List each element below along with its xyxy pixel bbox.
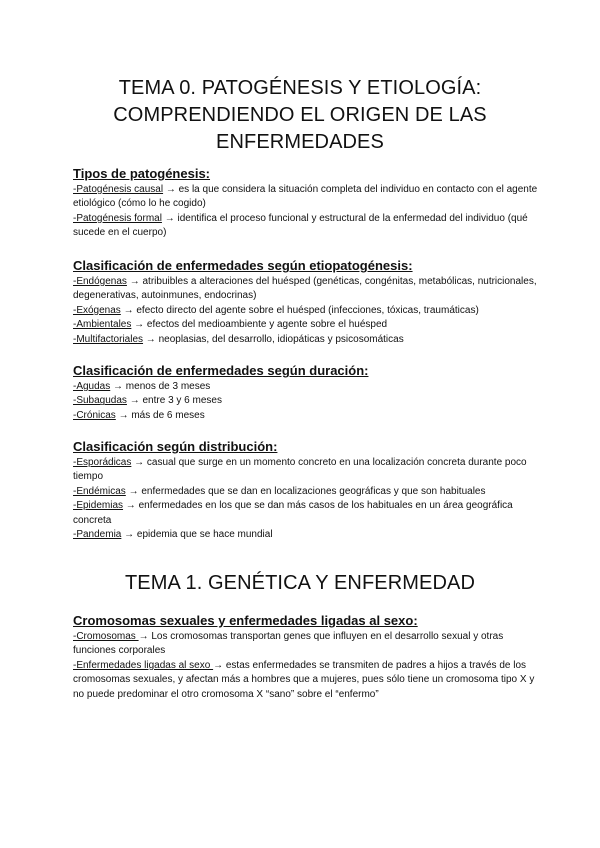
definition: → neoplasias, del desarrollo, idiopáticas y psicosomáticas	[143, 333, 404, 345]
list-item	[73, 528, 543, 542]
tema1-title: TEMA 1. GENÉTICA Y ENFERMEDAD	[124, 572, 476, 594]
definition: → casual que surge en un momento concreto en una localización concreta durante poco tiempo	[73, 457, 527, 483]
term: -Ambientales	[73, 319, 132, 331]
term: -Endémicas	[73, 485, 126, 497]
definition: → epidemia que se hace mundial	[121, 529, 273, 541]
term: -Subagudas	[73, 395, 127, 407]
term: -Cromosomas	[73, 631, 139, 642]
definition: → entre 3 y 6 meses	[126, 395, 222, 407]
definition: → efecto directo del agente sobre el huésped (infecciones, tóxicas, traumáticas)	[120, 304, 479, 316]
definition: → atribuibles a alteraciones del huésped (genéticas, congénitas, metabólicas, nutricionales, degenerativas, autoinmunes, endocrinas)	[73, 276, 537, 302]
tema0-title	[40, 75, 560, 156]
list-item	[73, 394, 543, 408]
definition: → estas enfermedades se transmiten de padres a hijos a través de los cromosomas sexuales, y afectan más a hombres que a mujeres, pues sólo tiene un cromosoma tipo X y no puede predominar el otro cromosoma X “sano” sobre el “enfermo”	[73, 659, 535, 700]
term: -Endógenas	[73, 276, 127, 287]
term: -Enfermedades ligadas al sexo	[73, 659, 214, 671]
section-distribucion	[73, 439, 543, 542]
list-item	[73, 630, 543, 659]
section-heading: Cromosomas sexuales y enfermedades ligadas al sexo:	[73, 613, 418, 628]
definition: → Los cromosomas transportan genes que influyen en el desarrollo sexual y otras funciones corporales	[73, 631, 504, 657]
definition: → identifica el proceso funcional y estructural de la enfermedad del individuo (qué sucede en el cuerpo)	[73, 212, 528, 239]
section-heading: Clasificación de enfermedades según duración:	[73, 363, 369, 378]
section-heading: Tipos de patogénesis:	[73, 166, 211, 181]
tema0-title-line1: TEMA 0. PATOGÉNESIS Y ETIOLOGÍA:	[118, 77, 482, 99]
definition: → es la que considera la situación completa del individuo en contacto con el agente etiológico (cómo lo he cogido)	[73, 184, 538, 210]
list-item	[73, 485, 543, 499]
tema0-title-line2: COMPRENDIENDO EL ORIGEN DE LAS	[113, 104, 487, 126]
definition: → menos de 3 meses	[110, 381, 211, 392]
term: -Multifactoriales	[73, 333, 144, 345]
list-item	[73, 212, 543, 241]
term: -Exógenas	[73, 304, 121, 316]
term: -Crónicas	[73, 409, 116, 421]
section-duracion	[73, 363, 543, 423]
section-heading: Clasificación según distribución:	[73, 439, 278, 454]
section-etiopatogenesis	[73, 258, 543, 347]
list-item	[73, 456, 543, 485]
section-heading: Clasificación de enfermedades según etiopatogénesis:	[73, 258, 413, 273]
list-item	[73, 333, 543, 347]
list-item	[73, 275, 543, 304]
definition: → enfermedades en los que se dan más casos de los habituales en un área geográfica concreta	[73, 500, 513, 526]
definition: → enfermedades que se dan en localizaciones geográficas y que son habituales	[125, 485, 486, 497]
term: -Patogénesis causal	[73, 184, 164, 195]
term: -Epidemias	[73, 500, 124, 512]
list-item	[73, 659, 543, 702]
term: -Esporádicas	[73, 457, 132, 468]
section-cromosomas	[73, 613, 543, 702]
term: -Pandemia	[73, 529, 122, 541]
list-item	[73, 380, 543, 394]
list-item	[73, 304, 543, 318]
term: -Patogénesis formal	[73, 212, 162, 224]
list-item	[73, 183, 543, 212]
list-item	[73, 409, 543, 423]
list-item	[73, 318, 543, 332]
definition: → más de 6 meses	[115, 409, 205, 421]
list-item	[73, 499, 543, 528]
term: -Agudas	[73, 381, 111, 392]
tema0-title-line3: ENFERMEDADES	[216, 131, 384, 153]
section-tipos-patogenesis	[73, 166, 543, 241]
definition: → efectos del medioambiente y agente sobre el huésped	[131, 319, 388, 331]
